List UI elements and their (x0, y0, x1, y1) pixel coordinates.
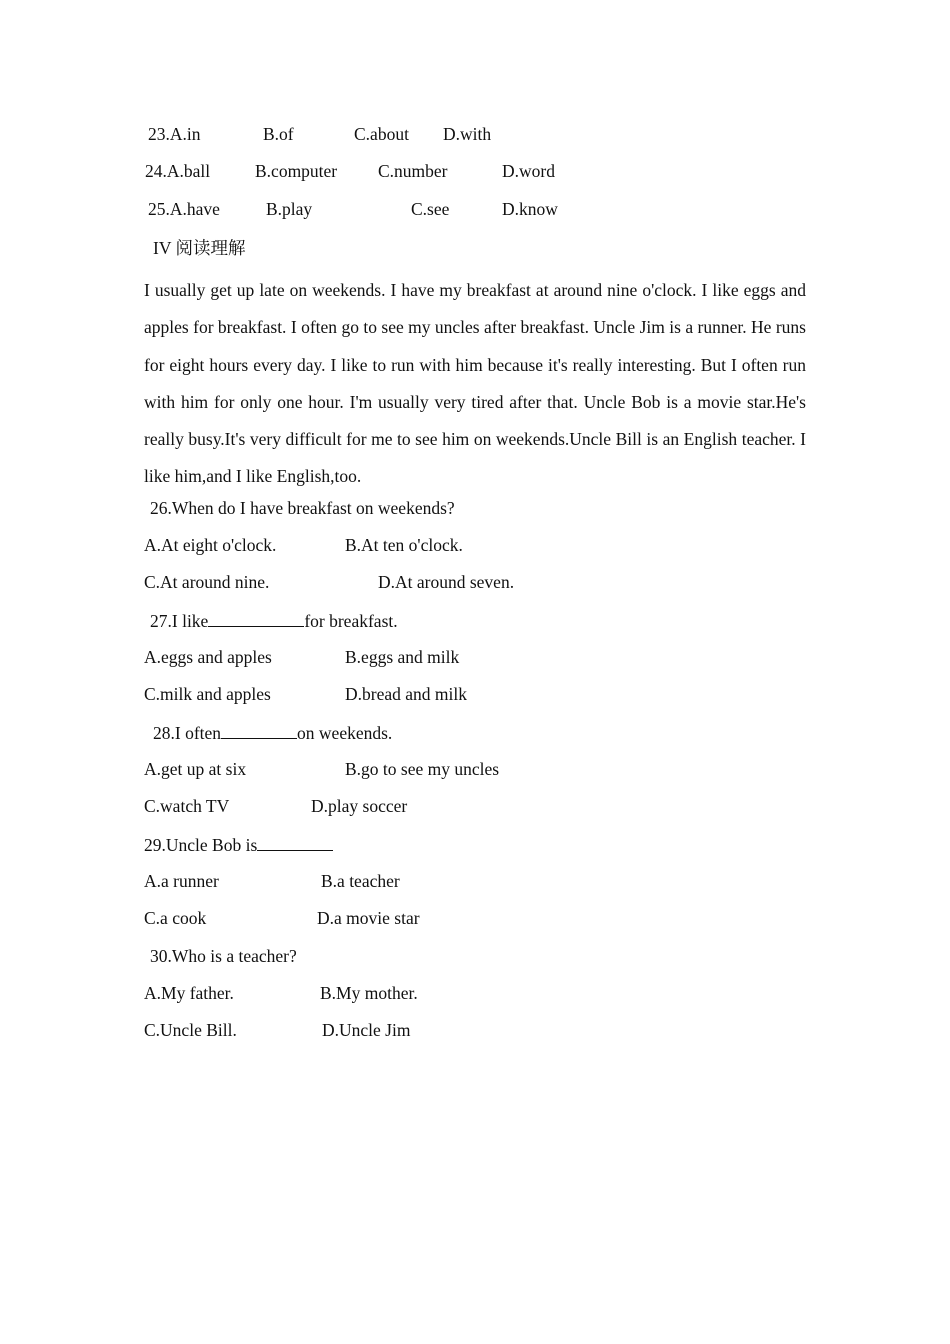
option-number: 23.A.in (148, 124, 201, 144)
question-26-option-b: B.At ten o'clock. (345, 535, 463, 555)
question-30-option-c: C.Uncle Bill. (144, 1020, 237, 1040)
question-27-stem: 27.I like for breakfast. (150, 611, 398, 631)
option-c: C.about (354, 124, 409, 144)
option-d: D.know (502, 199, 558, 219)
question-26-stem: 26.When do I have breakfast on weekends? (150, 498, 455, 518)
question-28-option-d: D.play soccer (311, 796, 408, 816)
section-title: IV 阅读理解 (153, 238, 246, 258)
option-c: C.number (378, 161, 448, 181)
question-26-option-c: C.At around nine. (144, 572, 270, 592)
question-28-stem: 28.I often on weekends. (153, 723, 393, 743)
question-27-option-b: B.eggs and milk (345, 647, 460, 667)
question-30-option-b: B.My mother. (320, 983, 418, 1003)
option-b: B.of (263, 124, 294, 144)
option-b: B.computer (255, 161, 338, 181)
question-29-option-d: D.a movie star (317, 908, 420, 928)
question-28-option-c: C.watch TV (144, 796, 230, 816)
question-29-option-b: B.a teacher (321, 871, 400, 891)
question-30-option-a: A.My father. (144, 983, 234, 1003)
option-number: 25.A.have (148, 199, 220, 219)
question-29-stem: 29.Uncle Bob is (144, 833, 333, 856)
question-26-option-a: A.At eight o'clock. (144, 535, 277, 555)
answer-blank (221, 721, 297, 739)
option-b: B.play (266, 199, 313, 219)
option-d: D.word (502, 161, 555, 181)
option-c: C.see (411, 199, 450, 219)
answer-blank (257, 833, 333, 851)
question-29-option-a: A.a runner (144, 871, 219, 891)
question-30-option-d: D.Uncle Jim (322, 1020, 411, 1040)
reading-passage: I usually get up late on weekends. I have my breakfast at around nine o'clock. I like eggs and apples for breakfast. I often go to see my uncles after breakfast. Uncle Jim is a runner. He runs for eight hours every day. I like to run with him because it's really interesting. But I often run with him for only one hour. I'm usually very tired after that. Uncle Bob is a movie star.He's really busy.It's very difficult for me to see him on weekends.Uncle Bill is an English teacher. I like him,and I like English,too. (144, 280, 806, 487)
answer-blank (208, 609, 304, 627)
question-28-option-b: B.go to see my uncles (345, 759, 500, 779)
question-27-option-d: D.bread and milk (345, 684, 467, 704)
option-number: 24.A.ball (145, 161, 211, 181)
question-28-option-a: A.get up at six (144, 759, 247, 779)
question-27-option-c: C.milk and apples (144, 684, 271, 704)
question-26-option-d: D.At around seven. (378, 572, 515, 592)
question-27-option-a: A.eggs and apples (144, 647, 272, 667)
question-30-stem: 30.Who is a teacher? (150, 946, 297, 966)
option-d: D.with (443, 124, 492, 144)
question-29-option-c: C.a cook (144, 908, 207, 928)
